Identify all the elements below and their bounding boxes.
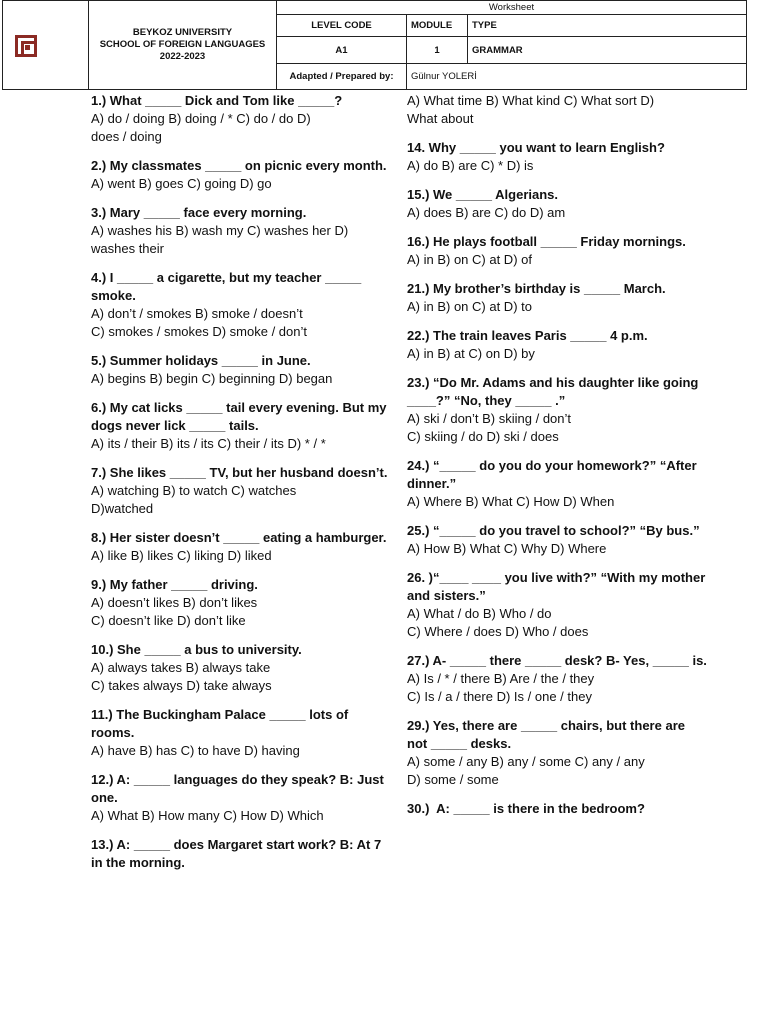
question-text: 2.) My classmates _____ on picnic every month. bbox=[91, 158, 387, 173]
question-item bbox=[407, 717, 707, 789]
answer-options: A) in B) on C) at D) to bbox=[407, 299, 532, 314]
prepared-by-label: Adapted / Prepared by: bbox=[277, 63, 407, 89]
answer-options: A) its / their B) its / its C) their / its D) * / * bbox=[91, 436, 326, 451]
question-item bbox=[407, 800, 707, 818]
answer-options: A) How B) What C) Why D) Where bbox=[407, 541, 607, 556]
answer-options: A) like B) likes C) liking D) liked bbox=[91, 548, 272, 563]
question-item bbox=[407, 327, 707, 363]
answer-options: A) What B) How many C) How D) Which bbox=[91, 808, 324, 823]
answer-options: A) Is / * / there B) Are / the / they bbox=[407, 671, 595, 686]
type-label: TYPE bbox=[468, 15, 747, 37]
question-text: 1.) What _____ Dick and Tom like _____? bbox=[91, 93, 343, 108]
answer-options: A) have B) has C) to have D) having bbox=[91, 743, 300, 758]
question-item bbox=[407, 139, 707, 175]
question-text: 29.) Yes, there are _____ chairs, but there are not _____ desks. bbox=[407, 718, 689, 751]
answer-options: C) takes always D) take always bbox=[91, 678, 272, 693]
answer-options: washes their bbox=[91, 241, 164, 256]
answer-options: A) always takes B) always take bbox=[91, 660, 271, 675]
question-text: 24.) “_____ do you do your homework?” “After dinner.” bbox=[407, 458, 701, 491]
left-column bbox=[91, 92, 391, 883]
question-item bbox=[91, 464, 391, 518]
question-item bbox=[91, 836, 391, 872]
question-item bbox=[91, 771, 391, 825]
question-text: 12.) A: _____ languages do they speak? B: Just one. bbox=[91, 772, 388, 805]
answer-options: C) smokes / smokes D) smoke / don’t bbox=[91, 324, 307, 339]
question-text: 26. )“____ ____ you live with?” “With my mother and sisters.” bbox=[407, 570, 709, 603]
answer-options: C) Is / a / there D) Is / one / they bbox=[407, 689, 592, 704]
question-item bbox=[91, 204, 391, 258]
answer-options: A) in B) at C) on D) by bbox=[407, 346, 535, 361]
answer-options: A) do / doing B) doing / * C) do / do D) bbox=[91, 111, 311, 126]
question-item bbox=[407, 374, 707, 446]
worksheet-title: Worksheet bbox=[277, 1, 747, 15]
question-item bbox=[91, 399, 391, 453]
school-name: SCHOOL OF FOREIGN LANGUAGES bbox=[99, 39, 266, 50]
answer-options: A) went B) goes C) going D) go bbox=[91, 176, 272, 191]
question-text: 11.) The Buckingham Palace _____ lots of rooms. bbox=[91, 707, 352, 740]
answer-options: A) What time B) What kind C) What sort D) bbox=[407, 93, 655, 108]
question-item bbox=[91, 529, 391, 565]
question-item bbox=[91, 92, 391, 146]
right-column bbox=[407, 92, 707, 829]
question-text: 23.) “Do Mr. Adams and his daughter like going ____?” “No, they _____ .” bbox=[407, 375, 702, 408]
question-text: 5.) Summer holidays _____ in June. bbox=[91, 353, 311, 368]
module-label: MODULE bbox=[407, 15, 468, 37]
question-item bbox=[407, 92, 707, 128]
question-item bbox=[91, 352, 391, 388]
answer-options: A) What / do B) Who / do bbox=[407, 606, 552, 621]
question-text: 15.) We _____ Algerians. bbox=[407, 187, 559, 202]
question-item bbox=[407, 522, 707, 558]
question-item bbox=[407, 652, 707, 706]
answer-options: C) Where / does D) Who / does bbox=[407, 624, 589, 639]
question-item bbox=[407, 280, 707, 316]
answer-options: A) in B) on C) at D) of bbox=[407, 252, 532, 267]
question-text: 21.) My brother’s birthday is _____ March. bbox=[407, 281, 666, 296]
worksheet-header bbox=[2, 0, 747, 90]
university-logo-icon bbox=[15, 35, 37, 57]
question-text: 25.) “_____ do you travel to school?” “By bus.” bbox=[407, 523, 700, 538]
question-item bbox=[407, 569, 707, 641]
answer-options: D)watched bbox=[91, 501, 154, 516]
question-item bbox=[91, 576, 391, 630]
prepared-by-value: Gülnur YOLERİ bbox=[407, 63, 747, 89]
question-text: 6.) My cat licks _____ tail every evening. But my dogs never lick _____ tails. bbox=[91, 400, 391, 433]
answer-options: A) begins B) begin C) beginning D) began bbox=[91, 371, 333, 386]
question-text: 10.) She _____ a bus to university. bbox=[91, 642, 302, 657]
question-item bbox=[91, 269, 391, 341]
academic-year: 2022-2023 bbox=[159, 51, 206, 62]
answer-options: What about bbox=[407, 111, 474, 126]
answer-options: A) don’t / smokes B) smoke / doesn’t bbox=[91, 306, 303, 321]
level-code-value: A1 bbox=[277, 37, 407, 63]
question-item bbox=[91, 706, 391, 760]
answer-options: A) does B) are C) do D) am bbox=[407, 205, 566, 220]
question-item bbox=[407, 233, 707, 269]
question-text: 7.) She likes _____ TV, but her husband doesn’t. bbox=[91, 465, 388, 480]
answer-options: D) some / some bbox=[407, 772, 499, 787]
answer-options: C) skiing / do D) ski / does bbox=[407, 429, 559, 444]
module-value: 1 bbox=[407, 37, 468, 63]
answer-options: A) some / any B) any / some C) any / any bbox=[407, 754, 645, 769]
answer-options: A) Where B) What C) How D) When bbox=[407, 494, 615, 509]
question-text: 22.) The train leaves Paris _____ 4 p.m. bbox=[407, 328, 648, 343]
question-text: 14. Why _____ you want to learn English? bbox=[407, 140, 665, 155]
answer-options: A) watching B) to watch C) watches bbox=[91, 483, 297, 498]
question-text: 27.) A- _____ there _____ desk? B- Yes, _____ is. bbox=[407, 653, 707, 668]
answer-options: C) doesn’t like D) don’t like bbox=[91, 613, 246, 628]
answer-options: A) do B) are C) * D) is bbox=[407, 158, 534, 173]
answer-options: A) washes his B) wash my C) washes her D) bbox=[91, 223, 349, 238]
question-item bbox=[91, 641, 391, 695]
question-text: 13.) A: _____ does Margaret start work? B: At 7 in the morning. bbox=[91, 837, 385, 870]
type-value: GRAMMAR bbox=[468, 37, 747, 63]
question-item bbox=[91, 157, 391, 193]
answer-options: A) ski / don’t B) skiing / don’t bbox=[407, 411, 572, 426]
logo-cell bbox=[3, 1, 89, 90]
answer-options: A) doesn’t likes B) don’t likes bbox=[91, 595, 258, 610]
answer-options: does / doing bbox=[91, 129, 162, 144]
question-text: 30.) A: _____ is there in the bedroom? bbox=[407, 801, 645, 816]
question-text: 9.) My father _____ driving. bbox=[91, 577, 258, 592]
university-name: BEYKOZ UNIVERSITY bbox=[132, 27, 233, 38]
question-item bbox=[407, 457, 707, 511]
question-text: 16.) He plays football _____ Friday mornings. bbox=[407, 234, 686, 249]
question-item bbox=[407, 186, 707, 222]
question-text: 8.) Her sister doesn’t _____ eating a hamburger. bbox=[91, 530, 387, 545]
level-code-label: LEVEL CODE bbox=[277, 15, 407, 37]
question-text: 3.) Mary _____ face every morning. bbox=[91, 205, 307, 220]
university-block bbox=[89, 1, 277, 90]
question-text: 4.) I _____ a cigarette, but my teacher _____ smoke. bbox=[91, 270, 365, 303]
